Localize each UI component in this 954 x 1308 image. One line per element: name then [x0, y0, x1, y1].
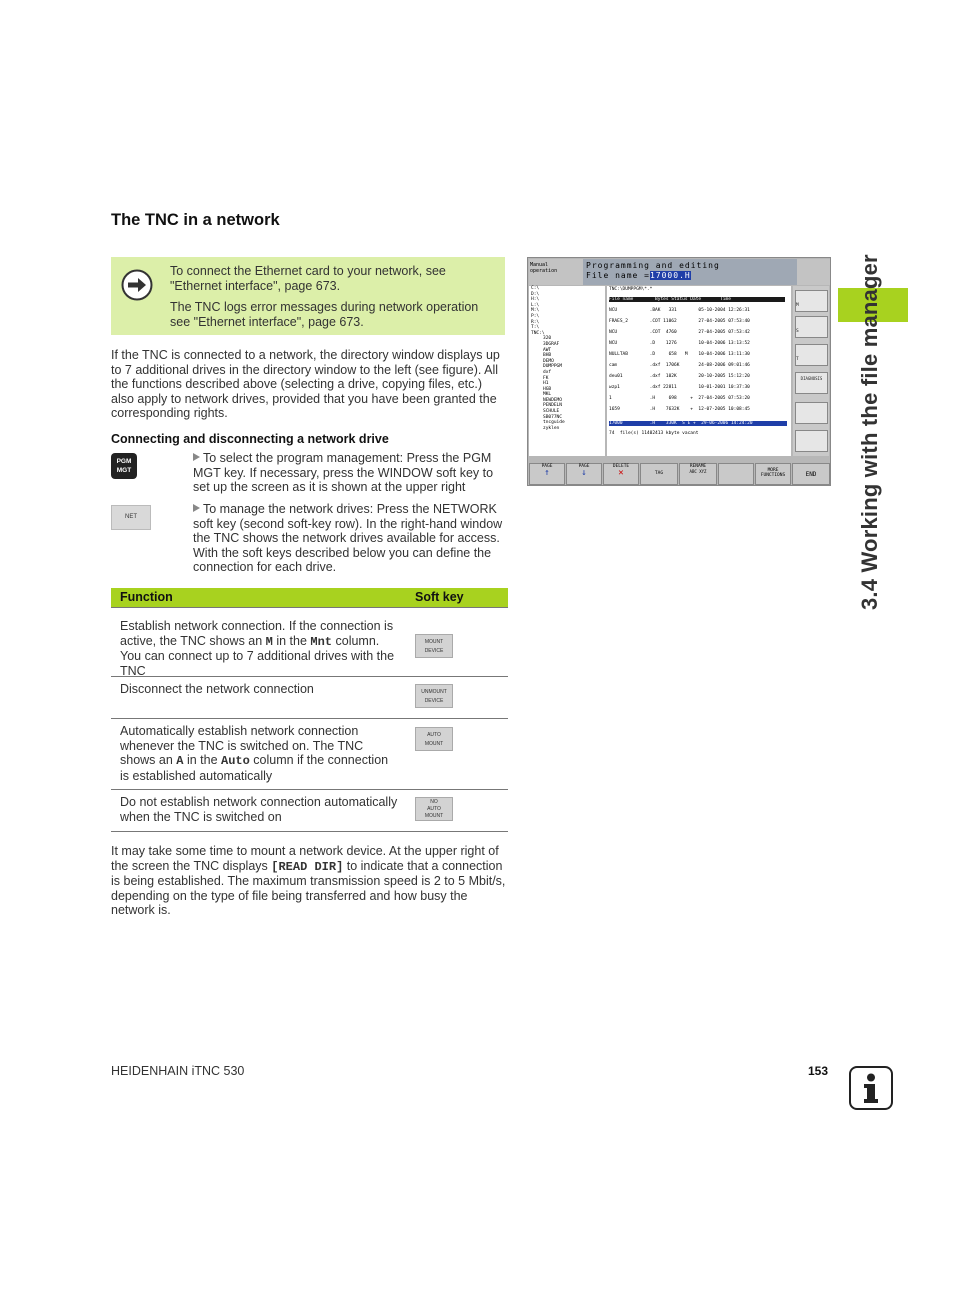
tree-item[interactable]: M:\	[531, 308, 540, 314]
tree-item[interactable]: FK	[543, 375, 549, 381]
closing-paragraph: It may take some time to mount a network device. At the upper right of the screen the TNC displays [READ DIR] to indicate that a connection is being established. The maximum transmission speed is 2 to 5 Mbit/s, depending on the type of file being transferred and how busy the network is.	[111, 844, 506, 917]
row-text: Do not establish network connection automatically when the TNC is switched on	[120, 795, 398, 824]
directory-tree	[529, 286, 605, 456]
file-row[interactable]: NCU .BAK 331 05-10-2004 12:26:31	[609, 308, 750, 313]
page-up-softkey[interactable]: PAGE ↑	[529, 463, 565, 485]
file-row[interactable]: NULLTAB .D 658 M 10-04-2006 13:11:30	[609, 352, 750, 357]
side-key-blank[interactable]	[795, 402, 828, 424]
file-row[interactable]: 1 .H 698 + 27-04-2005 07:53:20	[609, 396, 750, 401]
tree-item[interactable]: C:\	[531, 286, 540, 291]
tree-item[interactable]: H:\	[531, 297, 540, 303]
step-arrow-icon	[193, 504, 200, 512]
delete-softkey[interactable]: DELETE ✕	[603, 463, 639, 485]
side-key-diagnosis[interactable]: DIAGNOSIS	[795, 372, 828, 394]
tree-item[interactable]: TNC:\	[531, 330, 545, 336]
file-row[interactable]: FRAES_2 .COT 11062 27-04-2005 07:53:40	[609, 319, 750, 324]
file-row[interactable]: NCU .COT 4760 27-04-2005 07:53:42	[609, 330, 750, 335]
row-text: Automatically establish network connection whenever the TNC is switched on. The TNC shows an A in the Auto column if the connection is established automatically	[120, 724, 389, 783]
side-key-blank[interactable]	[795, 430, 828, 452]
table-header	[111, 588, 508, 607]
tree-item[interactable]: 3DGRAF	[543, 341, 560, 347]
mode-label: Manual operation	[530, 262, 558, 274]
side-key-t[interactable]: T	[795, 344, 828, 366]
arrow-right-icon	[121, 269, 153, 301]
tree-item[interactable]: AWT	[543, 347, 552, 353]
tnc-screen-figure	[527, 257, 831, 486]
file-list-header: File name Bytes Status Date Time	[609, 297, 785, 302]
col-function: Function	[120, 590, 173, 604]
tree-item[interactable]: dxf	[543, 369, 552, 375]
screen-titlebar	[529, 259, 830, 285]
file-list	[607, 286, 791, 456]
tree-item[interactable]: tncguide	[543, 420, 565, 426]
note-paragraph-2: The TNC logs error messages during network operation see "Ethernet interface", page 673.	[170, 300, 479, 329]
tree-item[interactable]: DUMPPGM	[543, 364, 562, 370]
screen-title: Programming and editing File name =17000.H	[583, 259, 797, 285]
side-key-m[interactable]: M	[795, 290, 828, 312]
tree-item[interactable]: HGB	[543, 386, 552, 392]
tree-item[interactable]: SCHULE	[543, 409, 560, 415]
tree-item[interactable]: H1	[543, 381, 549, 387]
function-table	[111, 588, 508, 832]
note-paragraph-1: To connect the Ethernet card to your network, see "Ethernet interface", page 673.	[170, 264, 446, 293]
table-row	[111, 719, 508, 790]
file-summary: 74 file(s) 11402413 kbyte vacant	[609, 431, 699, 436]
tree-item[interactable]: PENDELN	[543, 403, 562, 409]
tree-item[interactable]: 320	[543, 336, 552, 342]
rename-softkey[interactable]: RENAME ABC XYZ	[679, 463, 717, 485]
table-row	[111, 608, 508, 677]
section-heading: The TNC in a network	[111, 211, 280, 229]
side-key-s[interactable]: S	[795, 316, 828, 338]
tree-item[interactable]: MKL	[543, 392, 552, 398]
table-row	[111, 677, 508, 719]
chapter-title: 3.4 Working with the file manager	[857, 254, 882, 610]
auto-mount-softkey: AUTO MOUNT	[415, 727, 453, 751]
intro-paragraph: If the TNC is connected to a network, the directory window displays up to 7 additional drives in the directory window to the left (see figure). All the functions described above (selecting a drive, copying files, etc.) also apply to network drives, provided that you have been granted the corresponding rights.	[111, 348, 500, 420]
step-2: To manage the network drives: Press the NETWORK soft key (second soft-key row). In the right-hand window the TNC shows the network drives available for access. With the soft keys described below you can define the connection for each drive.	[193, 502, 503, 574]
step-arrow-icon	[193, 453, 200, 461]
row-text: Disconnect the network connection	[120, 682, 314, 696]
mount-device-softkey: MOUNT DEVICE	[415, 634, 453, 658]
info-icon	[849, 1066, 893, 1110]
screen-side-panel	[793, 286, 829, 456]
net-softkey: NET	[111, 505, 151, 530]
file-row[interactable]: wzp1 .dxf 22811 10-01-2001 10:37:30	[609, 385, 750, 390]
step-1: To select the program management: Press the PGM MGT key. If necessary, press the WINDOW soft key to set up the screen as it is shown at the upper right	[193, 451, 494, 494]
note-box	[111, 257, 505, 335]
tree-item[interactable]: R:\	[531, 319, 540, 325]
no-auto-mount-softkey: NO AUTO MOUNT	[415, 797, 453, 821]
unmount-device-softkey: UNMOUNT DEVICE	[415, 684, 453, 708]
tree-item[interactable]: P:\	[531, 313, 540, 319]
file-path: TNC:\DUMPPGM\*.*	[609, 287, 653, 292]
blank-softkey[interactable]	[718, 463, 754, 485]
page-down-softkey[interactable]: PAGE ↓	[566, 463, 602, 485]
tree-item[interactable]: BHB	[543, 353, 552, 359]
end-softkey[interactable]: END	[792, 463, 830, 485]
tree-item[interactable]: T:\	[531, 325, 540, 331]
file-row[interactable]: cam .dxf 1706K 24-08-2006 09:01:46	[609, 363, 750, 368]
tree-item[interactable]: DEMO	[543, 358, 554, 364]
file-row[interactable]: 1659 .H 7632K + 12-07-2005 10:08:45	[609, 407, 750, 412]
file-row[interactable]: deu01 .dxf 102K 20-10-2005 15:12:20	[609, 374, 750, 379]
col-softkey: Soft key	[415, 590, 464, 604]
more-functions-softkey[interactable]: MORE FUNCTIONS	[755, 463, 791, 485]
tree-item[interactable]: L:\	[531, 302, 540, 308]
row-text: Establish network connection. If the connection is active, the TNC shows an M in the Mnt column. You can connect up to 7 additional drives with the TNC	[120, 619, 395, 678]
tree-item[interactable]: D:\	[531, 291, 540, 297]
tree-item[interactable]: zyklen	[543, 425, 560, 431]
subheading: Connecting and disconnecting a network drive	[111, 432, 389, 446]
selected-file-row[interactable]: 17000 .H 330K S E + 29-06-2006 14:24:20	[609, 421, 787, 426]
pgm-mgt-key: PGM MGT	[111, 453, 137, 479]
tag-softkey[interactable]: TAG	[640, 463, 678, 485]
footer-product: HEIDENHAIN iTNC 530	[111, 1064, 245, 1078]
tree-item[interactable]: NEWDEMO	[543, 397, 562, 403]
file-row[interactable]: NCU .D 1276 10-04-2006 13:13:52	[609, 341, 750, 346]
tree-item[interactable]: SB077NC	[543, 414, 562, 420]
page-number: 153	[808, 1064, 829, 1078]
table-row	[111, 790, 508, 832]
